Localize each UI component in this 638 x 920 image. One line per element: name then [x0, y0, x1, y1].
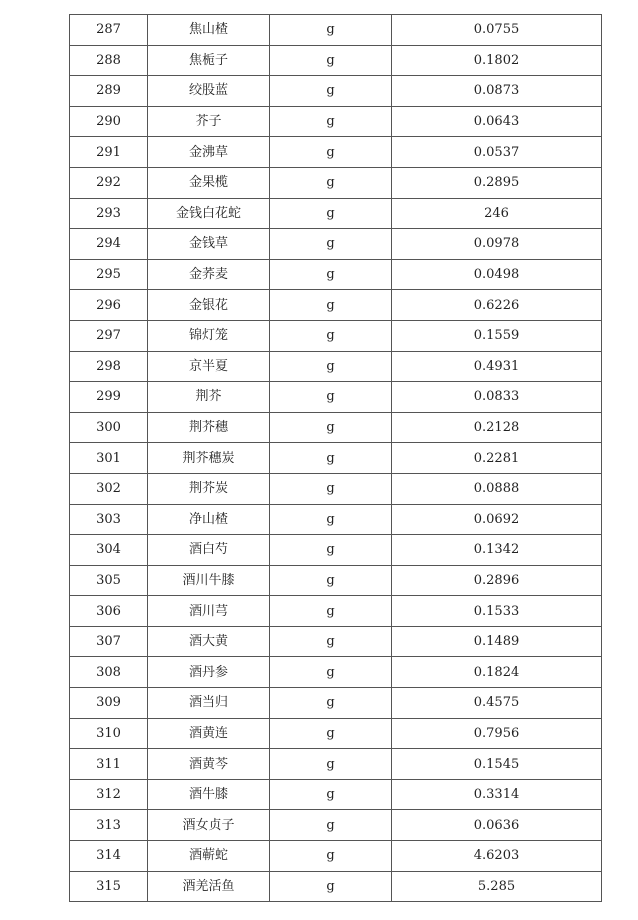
item-unit: g — [270, 657, 392, 688]
item-name: 酒丹参 — [148, 657, 270, 688]
item-name: 酒川芎 — [148, 596, 270, 627]
row-number: 290 — [70, 106, 148, 137]
item-name: 金果榄 — [148, 167, 270, 198]
row-number: 296 — [70, 290, 148, 321]
item-name: 净山楂 — [148, 504, 270, 535]
item-name: 金沸草 — [148, 137, 270, 168]
table-row — [70, 320, 602, 351]
table-row — [70, 382, 602, 413]
item-unit: g — [270, 749, 392, 780]
item-price: 0.0537 — [392, 137, 602, 168]
row-number: 289 — [70, 76, 148, 107]
item-price: 0.0498 — [392, 259, 602, 290]
item-price: 4.6203 — [392, 841, 602, 872]
row-number: 312 — [70, 779, 148, 810]
item-name: 酒黄连 — [148, 718, 270, 749]
table-row — [70, 106, 602, 137]
row-number: 287 — [70, 15, 148, 46]
row-number: 297 — [70, 320, 148, 351]
table-row — [70, 473, 602, 504]
item-name: 金荞麦 — [148, 259, 270, 290]
table-row — [70, 565, 602, 596]
item-unit: g — [270, 443, 392, 474]
item-price: 0.0636 — [392, 810, 602, 841]
item-price: 0.1824 — [392, 657, 602, 688]
item-name: 绞股蓝 — [148, 76, 270, 107]
item-unit: g — [270, 688, 392, 719]
table-row — [70, 626, 602, 657]
row-number: 307 — [70, 626, 148, 657]
row-number: 295 — [70, 259, 148, 290]
item-name: 酒大黄 — [148, 626, 270, 657]
table-row — [70, 167, 602, 198]
item-name: 荆芥 — [148, 382, 270, 413]
table-row — [70, 443, 602, 474]
item-price: 0.2281 — [392, 443, 602, 474]
item-price: 0.0978 — [392, 229, 602, 260]
item-name: 荆芥穗炭 — [148, 443, 270, 474]
table-row — [70, 688, 602, 719]
table-row — [70, 259, 602, 290]
table-row — [70, 229, 602, 260]
table-row — [70, 810, 602, 841]
item-price: 0.4575 — [392, 688, 602, 719]
item-name: 金银花 — [148, 290, 270, 321]
item-unit: g — [270, 382, 392, 413]
row-number: 298 — [70, 351, 148, 382]
item-unit: g — [270, 535, 392, 566]
item-name: 酒川牛膝 — [148, 565, 270, 596]
item-unit: g — [270, 229, 392, 260]
item-name: 金钱草 — [148, 229, 270, 260]
item-unit: g — [270, 259, 392, 290]
item-unit: g — [270, 412, 392, 443]
item-price: 0.0873 — [392, 76, 602, 107]
item-unit: g — [270, 45, 392, 76]
item-price: 0.2896 — [392, 565, 602, 596]
table-row — [70, 351, 602, 382]
row-number: 313 — [70, 810, 148, 841]
item-unit: g — [270, 565, 392, 596]
item-name: 金钱白花蛇 — [148, 198, 270, 229]
table-row — [70, 657, 602, 688]
row-number: 291 — [70, 137, 148, 168]
item-name: 酒白芍 — [148, 535, 270, 566]
table-row — [70, 15, 602, 46]
table-row — [70, 841, 602, 872]
table-row — [70, 596, 602, 627]
table-row — [70, 779, 602, 810]
row-number: 288 — [70, 45, 148, 76]
table-row — [70, 718, 602, 749]
item-price: 0.4931 — [392, 351, 602, 382]
row-number: 293 — [70, 198, 148, 229]
item-name: 焦栀子 — [148, 45, 270, 76]
row-number: 300 — [70, 412, 148, 443]
item-price: 0.0833 — [392, 382, 602, 413]
item-unit: g — [270, 810, 392, 841]
item-unit: g — [270, 106, 392, 137]
item-unit: g — [270, 504, 392, 535]
row-number: 299 — [70, 382, 148, 413]
row-number: 311 — [70, 749, 148, 780]
item-price: 0.1802 — [392, 45, 602, 76]
table-row — [70, 871, 602, 902]
item-unit: g — [270, 473, 392, 504]
item-unit: g — [270, 167, 392, 198]
item-price: 0.2128 — [392, 412, 602, 443]
row-number: 301 — [70, 443, 148, 474]
item-price: 0.0755 — [392, 15, 602, 46]
item-price: 5.285 — [392, 871, 602, 902]
item-name: 荆芥炭 — [148, 473, 270, 504]
item-unit: g — [270, 841, 392, 872]
row-number: 302 — [70, 473, 148, 504]
item-price: 0.6226 — [392, 290, 602, 321]
item-unit: g — [270, 779, 392, 810]
table-body — [70, 15, 602, 902]
table-row — [70, 290, 602, 321]
item-price: 0.1342 — [392, 535, 602, 566]
item-name: 酒蕲蛇 — [148, 841, 270, 872]
table-row — [70, 45, 602, 76]
item-price: 0.1559 — [392, 320, 602, 351]
item-unit: g — [270, 76, 392, 107]
row-number: 304 — [70, 535, 148, 566]
row-number: 294 — [70, 229, 148, 260]
item-unit: g — [270, 290, 392, 321]
item-unit: g — [270, 320, 392, 351]
table-row — [70, 749, 602, 780]
item-name: 酒羌活鱼 — [148, 871, 270, 902]
item-price: 0.2895 — [392, 167, 602, 198]
item-unit: g — [270, 198, 392, 229]
item-price: 0.1533 — [392, 596, 602, 627]
item-price: 0.7956 — [392, 718, 602, 749]
item-unit: g — [270, 626, 392, 657]
item-unit: g — [270, 718, 392, 749]
item-unit: g — [270, 15, 392, 46]
row-number: 305 — [70, 565, 148, 596]
item-name: 酒当归 — [148, 688, 270, 719]
item-name: 焦山楂 — [148, 15, 270, 46]
table-row — [70, 198, 602, 229]
item-price: 246 — [392, 198, 602, 229]
row-number: 306 — [70, 596, 148, 627]
row-number: 309 — [70, 688, 148, 719]
item-price: 0.0643 — [392, 106, 602, 137]
table-row — [70, 137, 602, 168]
item-unit: g — [270, 351, 392, 382]
row-number: 315 — [70, 871, 148, 902]
item-price: 0.0888 — [392, 473, 602, 504]
item-price: 0.3314 — [392, 779, 602, 810]
item-name: 酒牛膝 — [148, 779, 270, 810]
item-name: 京半夏 — [148, 351, 270, 382]
item-unit: g — [270, 596, 392, 627]
item-name: 酒黄芩 — [148, 749, 270, 780]
item-name: 芥子 — [148, 106, 270, 137]
row-number: 310 — [70, 718, 148, 749]
row-number: 308 — [70, 657, 148, 688]
item-name: 酒女贞子 — [148, 810, 270, 841]
item-unit: g — [270, 871, 392, 902]
item-price: 0.1489 — [392, 626, 602, 657]
table-row — [70, 535, 602, 566]
item-price: 0.1545 — [392, 749, 602, 780]
item-name: 荆芥穗 — [148, 412, 270, 443]
item-price: 0.0692 — [392, 504, 602, 535]
row-number: 292 — [70, 167, 148, 198]
item-unit: g — [270, 137, 392, 168]
price-table — [69, 14, 602, 902]
row-number: 303 — [70, 504, 148, 535]
item-name: 锦灯笼 — [148, 320, 270, 351]
table-row — [70, 504, 602, 535]
table-row — [70, 76, 602, 107]
row-number: 314 — [70, 841, 148, 872]
table-row — [70, 412, 602, 443]
